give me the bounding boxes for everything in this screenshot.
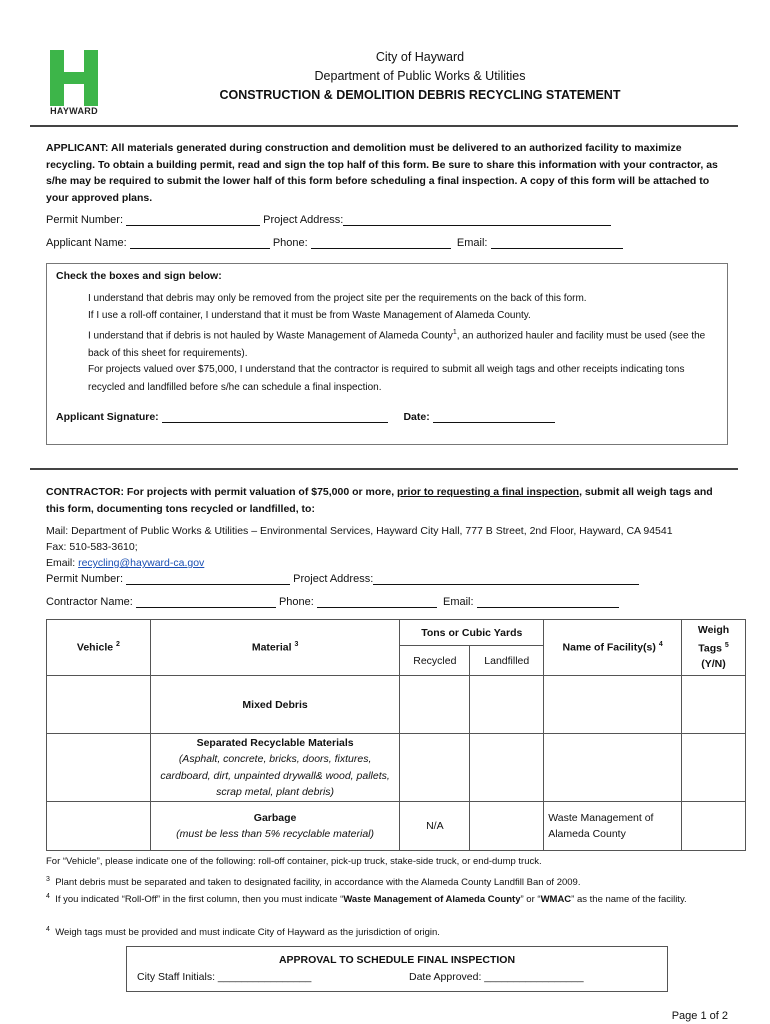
col-material [150,620,400,676]
applicant-name-label: Applicant Name: [46,237,127,249]
approval-title: APPROVAL TO SCHEDULE FINAL INSPECTION [278,954,516,966]
col-recycled: Recycled [400,646,470,676]
col-landfilled: Landfilled [470,646,544,676]
footnote-rolloff-b1: Waste Management of Alameda County [343,894,521,906]
contractor-name-label: Contractor Name: [46,596,133,608]
col-material-sup: 3 [294,641,299,649]
contractor-phone-label: Phone: [278,596,314,608]
row-separated-note: (Asphalt, concrete, bricks, doors, fixtures, cardboard, dirt, unpainted drywall& wood, pallets, scrap metal, plant debris) [160,753,390,798]
cell-vehicle-1[interactable] [47,676,151,734]
contractor-intro-b: , submit all weigh tags and this form, documenting tons recycled or landfilled, to: [46,486,713,515]
logo-text: HAYWARD [50,106,98,116]
applicant-email-field[interactable] [491,237,623,249]
col-facility-label: Name of Facility(s) [562,641,656,654]
col-vehicle-label: Vehicle [76,641,114,654]
contractor-project-field[interactable] [373,573,639,585]
footnote-rolloff-b2: WMAC [540,894,572,906]
col-tons: Tons or Cubic Yards [400,620,544,646]
contractor-mail: Mail: Department of Public Works & Utilities – Environmental Services, Hayward City Hall, 777 B Street, 2nd Floor, Hayward, CA 94541 [46,525,673,537]
cell-recycled-3: N/A [400,802,470,851]
signature-date-field[interactable] [433,411,555,423]
contractor-name-row [46,596,619,608]
col-vehicle-sup: 2 [116,641,120,649]
contractor-name-field[interactable] [136,596,276,608]
applicant-phone-field[interactable] [311,237,451,249]
contractor-permit-row [46,573,639,585]
cell-landfilled-3[interactable] [470,802,544,851]
applicant-intro-text: All materials generated during construction and demolition must be delivered to an authorized facility to maximize recycling. To obtain a building permit, read and sign the top half of this form. Be sure to share this information with your contractor, as s/he may be required to submit the lower half of this form before scheduling a final inspection. A copy of this form will be attached to your approved plans. [46,142,718,204]
footnote-weigh-tags [46,923,736,940]
contractor-email-label: Email: [443,596,474,608]
hayward-h-icon [50,50,98,106]
materials-table [46,619,746,851]
permit-number-field[interactable] [126,214,260,226]
col-weigh-3: (Y/N) [701,657,726,670]
row-garbage-note: (must be less than 5% recyclable material) [176,828,375,840]
row-garbage [150,802,400,851]
department-name: Department of Public Works & Utilities [314,69,526,83]
check-item-4[interactable]: For projects valued over $75,000, I understand that the contractor is required to submit all weigh tags and other receipts indicating tons recycled and landfilled before s/he can schedule a final inspection. [88,364,685,393]
cell-vehicle-2[interactable] [47,734,151,802]
table-row [47,676,746,734]
check-item-3[interactable] [88,324,708,362]
col-facility-sup: 4 [658,641,663,649]
row-garbage-title: Garbage [253,811,297,824]
contractor-email-prefix: Email: [46,557,79,569]
contractor-intro-a: For projects with permit valuation of $75,000 or more, [123,486,398,498]
applicant-email-label: Email: [456,237,488,249]
header-divider [30,125,738,127]
footnote-plant-debris [46,873,736,890]
check-item-3-text-b: , an authorized hauler and facility must be used (see the back of this sheet for requirements). [88,330,706,359]
city-name: City of Hayward [375,50,465,64]
row-separated-recyclables [150,734,400,802]
table-row [47,734,746,802]
section-divider [30,468,738,470]
check-item-3-sup: 1 [452,329,457,336]
cell-facility-2[interactable] [544,734,682,802]
footnote-rolloff-num: 4 [46,893,50,900]
cell-recycled-1[interactable] [400,676,470,734]
check-item-1[interactable]: I understand that debris may only be removed from the project site per the requirements on the back of this form. [88,293,587,304]
contractor-phone-field[interactable] [317,596,437,608]
applicant-name-field[interactable] [130,237,270,249]
footnote-rolloff-mid: ” or “ [520,894,541,906]
signature-field[interactable] [162,411,388,423]
date-approved[interactable]: Date Approved: _________________ [409,971,584,983]
col-weigh-tags [682,620,746,676]
project-address-field[interactable] [343,214,611,226]
hayward-logo [46,46,102,118]
applicant-label: APPLICANT: [46,142,109,154]
col-material-label: Material [251,641,292,654]
table-row [47,802,746,851]
applicant-name-row [46,237,623,249]
check-item-2[interactable]: If I use a roll-off container, I understand that it must be from Waste Management of Alameda County. [88,310,531,321]
cell-recycled-2[interactable] [400,734,470,802]
footnote-rolloff-a: If you indicated “Roll-Off” in the first column, then you must indicate “ [55,894,344,906]
permit-number-label: Permit Number: [46,214,124,226]
signature-date-label: Date: [403,411,430,423]
footnote-plant-text: Plant debris must be separated and taken to designated facility, in accordance with the Alameda County Landfill Ban of 2009. [55,877,581,889]
col-weigh-1: Weigh [697,624,730,637]
signature-row [56,411,555,423]
applicant-intro [46,140,726,206]
applicant-permit-row [46,214,611,226]
contractor-intro-underlined: prior to requesting a final inspection [397,486,580,498]
col-facility [544,620,682,676]
col-weigh-2: Tags [698,642,722,655]
staff-initials[interactable]: City Staff Initials: ________________ [137,971,312,983]
form-title: CONSTRUCTION & DEMOLITION DEBRIS RECYCLING STATEMENT [219,88,621,102]
contractor-project-label: Project Address: [293,573,374,585]
cell-facility-3: Waste Management of Alameda County [544,802,682,851]
col-vehicle [47,620,151,676]
check-title: Check the boxes and sign below: [56,270,222,282]
cell-weigh-1[interactable] [682,676,746,734]
cell-weigh-2[interactable] [682,734,746,802]
contractor-permit-field[interactable] [126,573,290,585]
footnote-vehicle: For “Vehicle”, please indicate one of the following: roll-off container, pick-up truck, stake-side truck, or end-dump truck. [46,856,542,867]
page-number: Page 1 of 2 [671,1010,728,1022]
footnote-rolloff-c: ” as the name of the facility. [571,894,687,906]
cell-landfilled-2[interactable] [470,734,544,802]
project-address-label: Project Address: [263,214,344,226]
cell-vehicle-3[interactable] [47,802,151,851]
footnote-weigh-num: 4 [46,926,50,933]
cell-landfilled-1[interactable] [470,676,544,734]
cell-weigh-3[interactable] [682,802,746,851]
row-mixed-debris: Mixed Debris [150,676,400,734]
approval-box [126,946,668,992]
signature-label: Applicant Signature: [56,411,159,423]
recycling-email-link[interactable]: recycling@hayward-ca.gov [78,557,205,569]
footnote-weigh-text: Weigh tags must be provided and must indicate City of Hayward as the jurisdiction of origin. [55,927,440,939]
cell-facility-1[interactable] [544,676,682,734]
check-item-3-text-a: I understand that if debris is not hauled by Waste Management of Alameda County [88,330,453,342]
footnote-roll-off [46,890,736,907]
contractor-intro [46,484,726,517]
contractor-fax: Fax: 510-583-3610; [46,541,138,553]
contractor-label: CONTRACTOR: [46,486,124,498]
contractor-email-line [46,555,726,572]
row-separated-title: Separated Recyclable Materials [196,736,354,749]
applicant-phone-label: Phone: [272,237,308,249]
footnote-plant-num: 3 [46,876,50,883]
contractor-email-field[interactable] [477,596,619,608]
contractor-permit-label: Permit Number: [46,573,124,585]
col-weigh-sup: 5 [724,642,729,650]
